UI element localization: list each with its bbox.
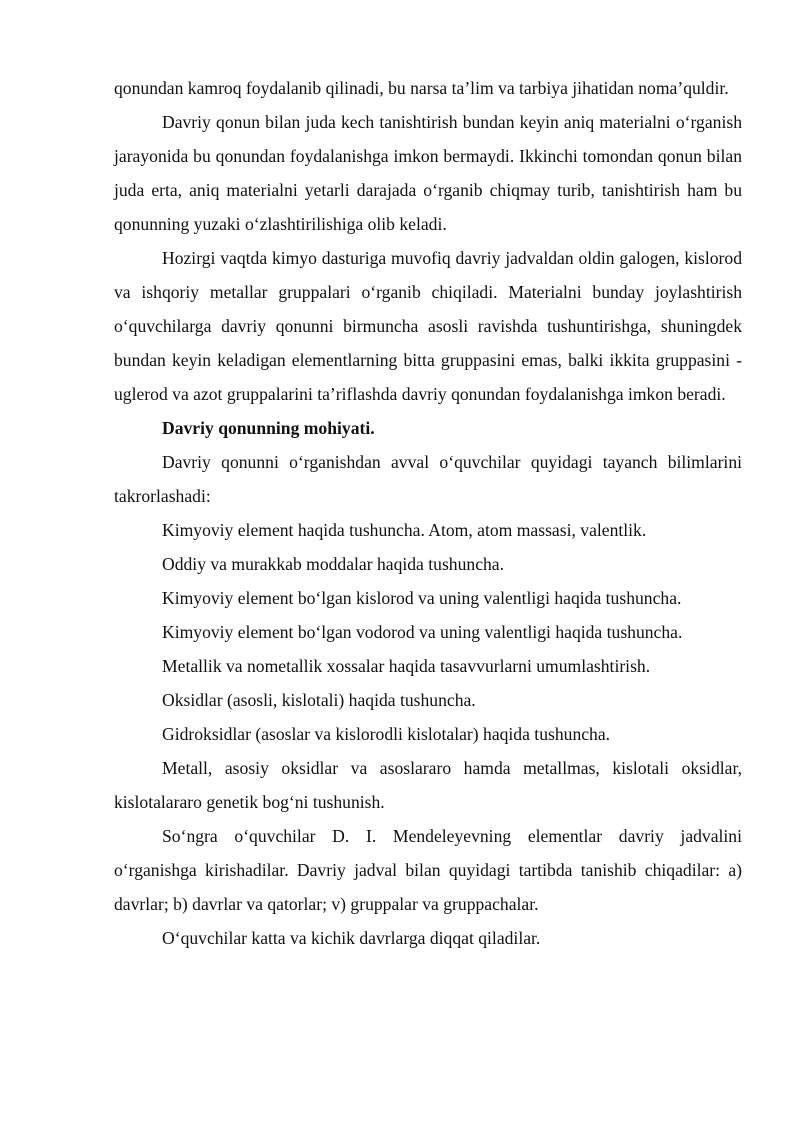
list-item: Kimyoviy element bo‘lgan kislorod va uning valentligi haqida tushuncha. [162,588,682,608]
list-item: Kimyoviy element haqida tushuncha. Atom, atom massasi, valentlik. [162,520,647,540]
list-item: Gidroksidlar (asoslar va kislorodli kislotalar) haqida tushuncha. [162,724,611,744]
list-item: Metall, asosiy oksidlar va asoslararo hamda metallmas, kislotali oksidlar, kislotalararo genetik bog‘ni tushunish. [114,758,742,812]
list-item: Metallik va nometallik xossalar haqida tasavvurlarni umumlashtirish. [162,656,651,676]
list-item: Kimyoviy element bo‘lgan vodorod va uning valentligi haqida tushuncha. [162,622,683,642]
list-item: Oddiy va murakkab moddalar haqida tushuncha. [162,554,505,574]
paragraph-curriculum-order: Hozirgi vaqtda kimyo dasturiga muvofiq davriy jadvaldan oldin galogen, kislorod va ishqoriy metallar gruppalari o‘rganib chiqiladi. Materialni bunday joylashtirish o‘quvchilarga davriy qonunni birmuncha asosli ravishda tushuntirishga, shuningdek bundan keyin keladigan elementlarning bitta gruppasini emas, balki ikkita gruppasini - uglerod va azot gruppalarini ta’riflashda davriy qonundan foydalanishga imkon beradi. [114,248,742,404]
section-heading: Davriy qonunning mohiyati. [162,418,375,438]
paragraph-periodic-table: So‘ngra o‘quvchilar D. I. Mendeleyevning elementlar davriy jadvalini o‘rganishga kirishadilar. Davriy jadval bilan quyidagi tartibda tanishib chiqadilar: a) davrlar; b) davrlar va qatorlar; v) gruppalar va gruppachalar. [114,826,742,914]
paragraph-late-introduction: Davriy qonun bilan juda kech tanishtirish bundan keyin aniq materialni o‘rganish jarayonida bu qonundan foydalanishga imkon bermaydi. Ikkinchi tomondan qonun bilan juda erta, aniq materialni yetarli darajada o‘rganib chiqmay turib, tanishtirish ham bu qonunning yuzaki o‘zlashtirilishiga olib keladi. [114,112,742,234]
paragraph-continuation: qonundan kamroq foydalanib qilinadi, bu narsa ta’lim va tarbiya jihatidan noma’quldir. [114,78,729,98]
list-item: Oksidlar (asosli, kislotali) haqida tushuncha. [162,690,476,710]
paragraph-periods: O‘quvchilar katta va kichik davrlarga diqqat qiladilar. [162,928,541,948]
paragraph-prerequisites-intro: Davriy qonunni o‘rganishdan avval o‘quvchilar quyidagi tayanch bilimlarini takrorlashadi: [114,452,742,506]
document-page [114,71,742,955]
